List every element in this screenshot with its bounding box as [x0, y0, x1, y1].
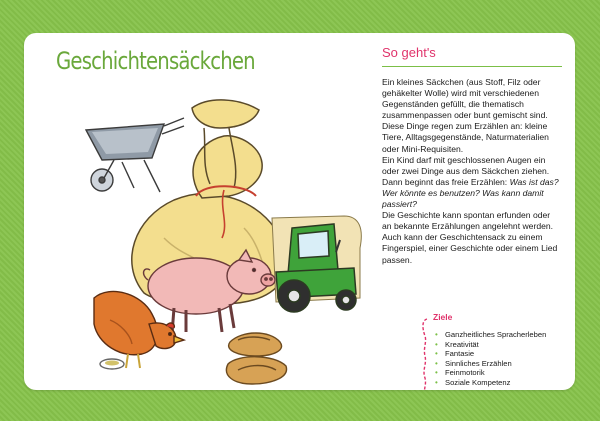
goals-heading: Ziele	[433, 312, 453, 322]
goal-item: • Ganzheitliches Spracherleben	[433, 330, 569, 340]
goals-list	[419, 330, 569, 388]
goal-item: • Sinnliches Erzählen	[433, 359, 569, 369]
goals-box	[419, 312, 569, 388]
wheelbarrow-icon	[86, 118, 184, 192]
story-sack-illustration	[24, 88, 379, 388]
instructions-paragraph-1: Ein kleines Säckchen (aus Stoff, Filz oder gehäkelter Wolle) wird mit verschiedenen Gegenständen gefüllt, die thematisch zusammenpassen oder bunt gemischt sind. Diese Dinge regen zum Erzählen an: kleine Tiere, Alltagsgegenstände, Naturmaterialien oder Mini-Requisiten.	[382, 77, 549, 154]
tractor-icon	[272, 216, 361, 312]
instructions-text-run: Ein Kind darf mit geschlossenen Augen ein oder zwei Dinge aus dem Säckchen ziehen. Dann beginnt das freie Erzählen:	[382, 154, 550, 187]
activity-card	[24, 33, 575, 390]
goal-item: • Kreativität	[433, 340, 569, 350]
goals-bracket-icon	[419, 318, 429, 390]
section-heading: So geht's	[382, 45, 562, 67]
card-title: Geschichtensäckchen	[56, 47, 255, 75]
small-bag-icon	[226, 333, 286, 384]
instructions-questions: Was ist das? Wer könnte es benutzen? Was kann damit passiert?	[382, 176, 559, 210]
instructions-paragraph-3: Die Geschichte kann spontan erfunden oder an bekannte Erzählungen angelehnt werden. Auch kann der Geschichtensack zu einem Fingerspiel, einer Geschichte oder einem Lied passen.	[382, 210, 558, 265]
instructions-column	[382, 45, 562, 266]
goal-item: • Soziale Kompetenz	[433, 378, 569, 388]
instructions-paragraph-2	[382, 155, 562, 210]
instructions-text	[382, 77, 562, 266]
goal-item: • Feinmotorik	[433, 368, 569, 378]
goal-item: • Fantasie	[433, 349, 569, 359]
